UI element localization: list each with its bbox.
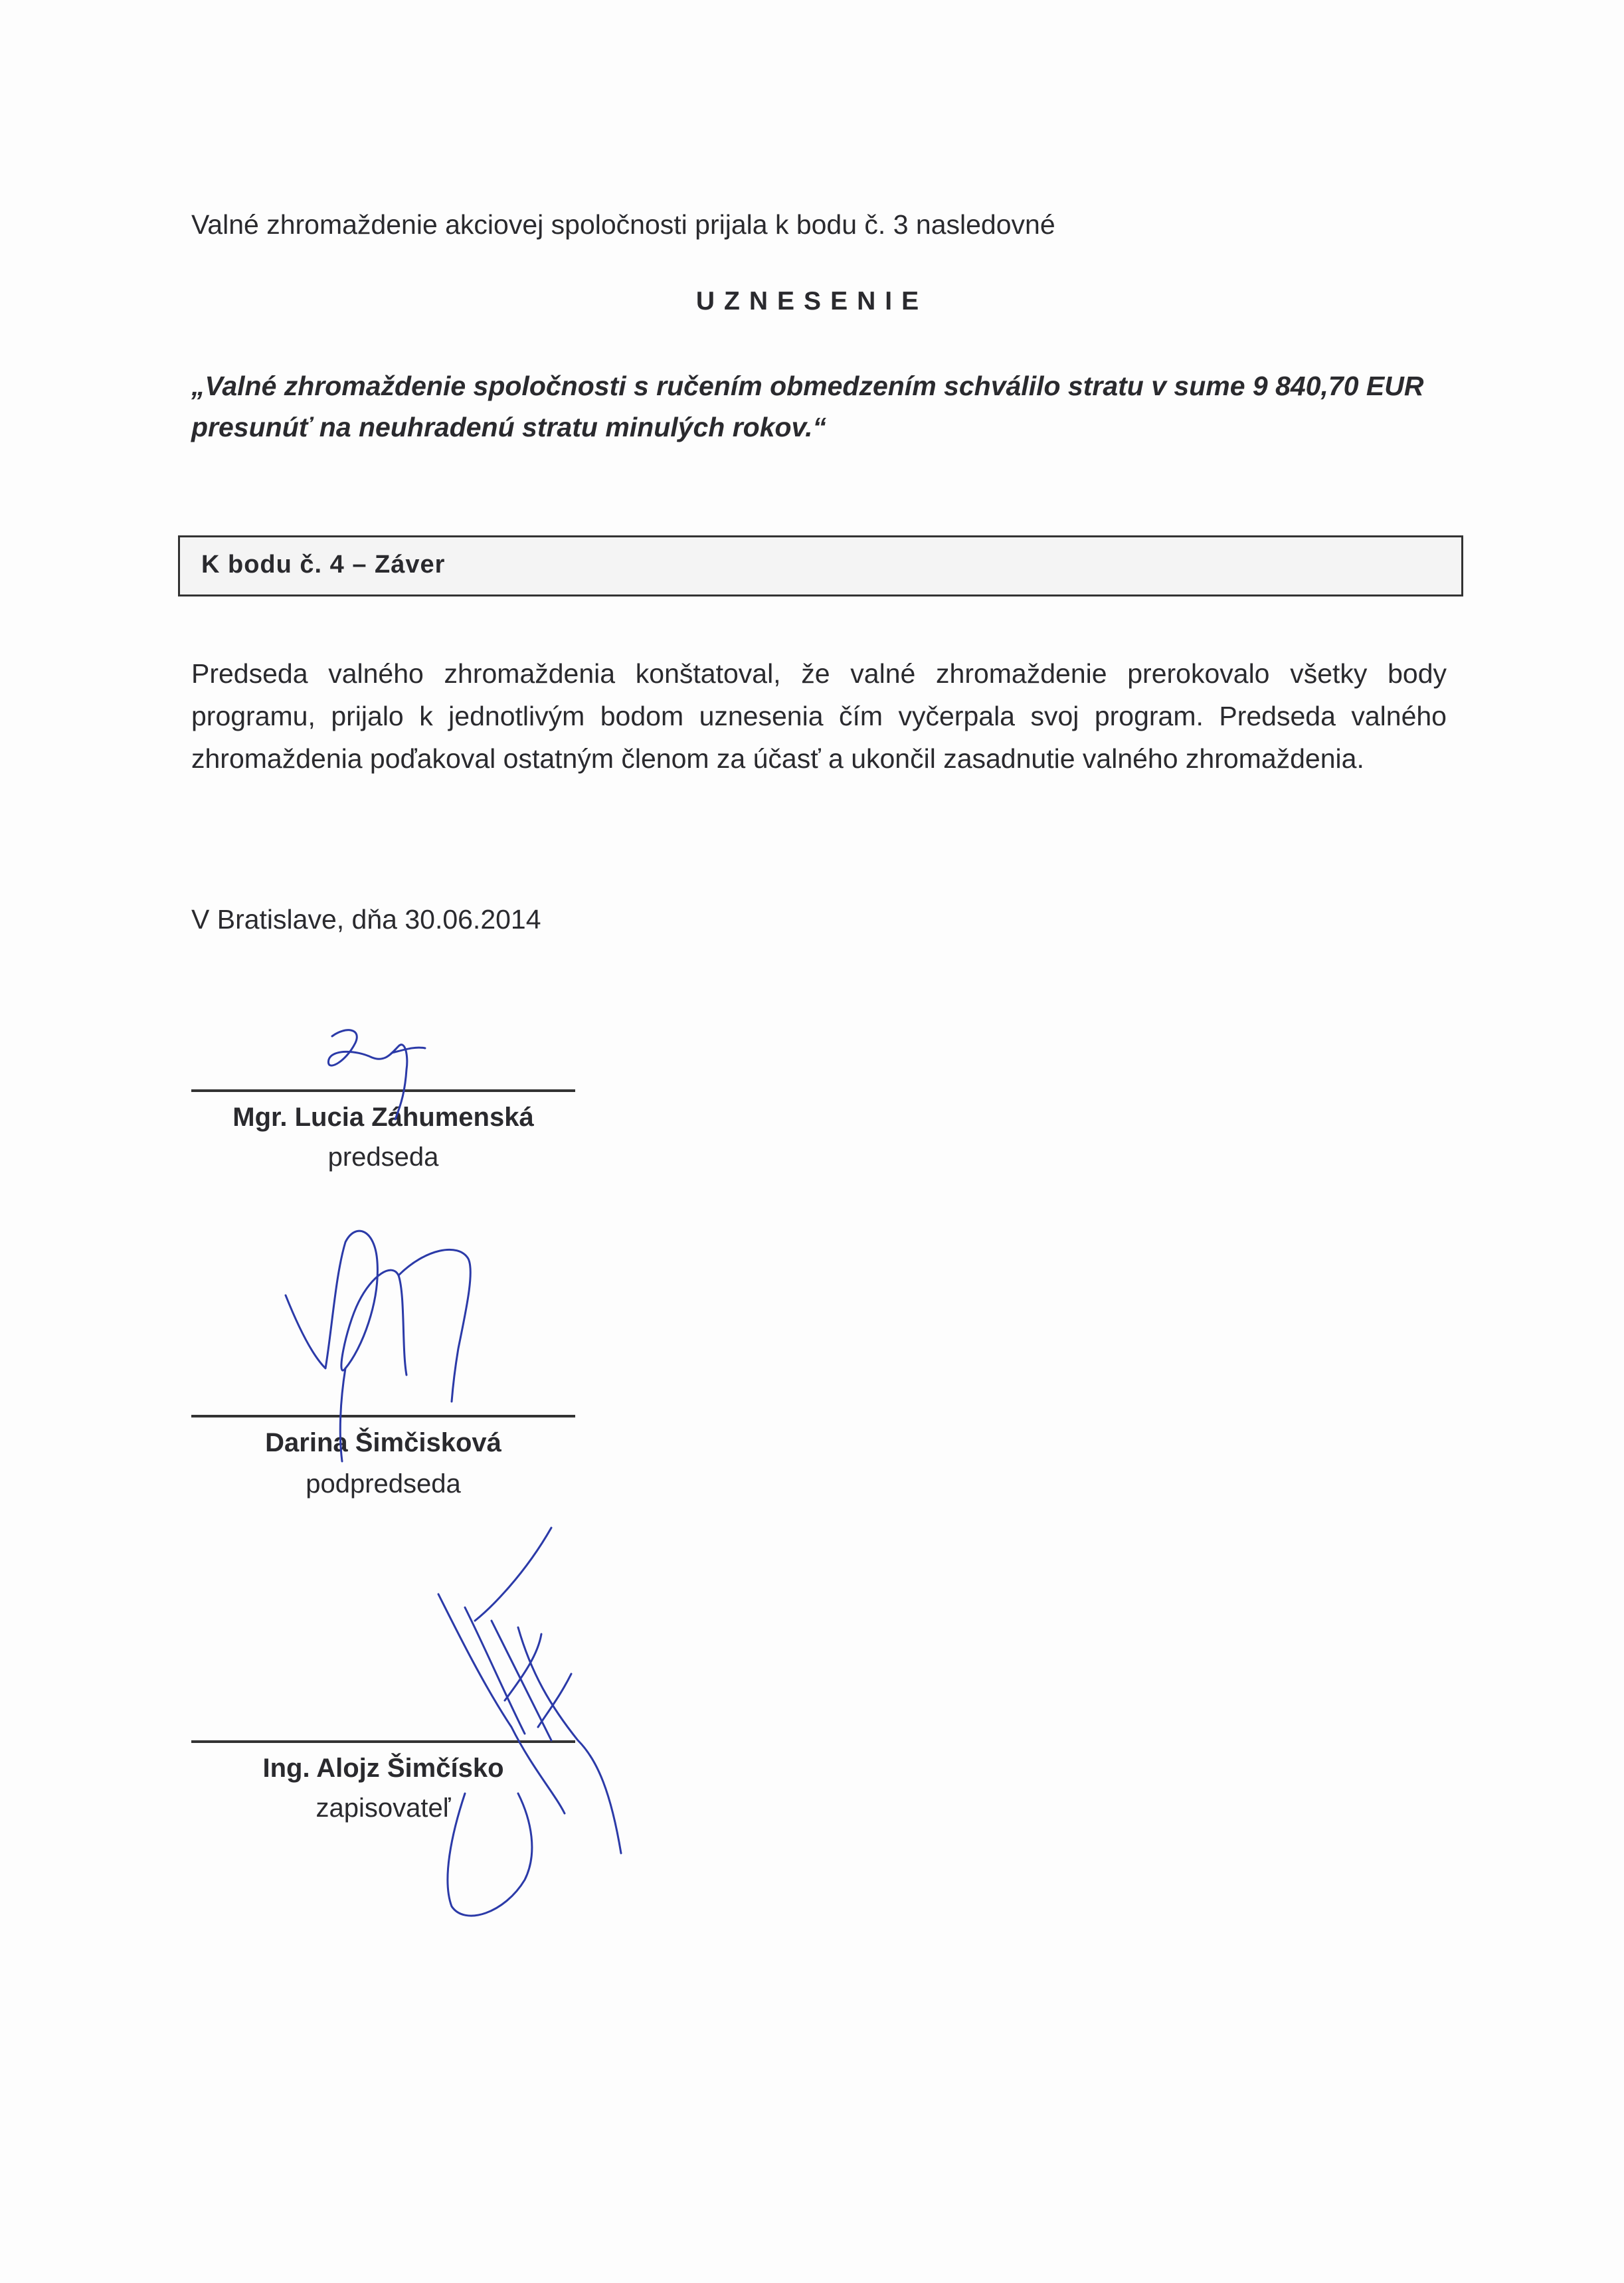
signature-vice-chair-loop <box>399 1249 470 1402</box>
intro-paragraph: Valné zhromaždenie akciovej spoločnosti prijala k bodu č. 3 nasledovné <box>191 209 1055 240</box>
section-heading-box <box>178 535 1463 596</box>
resolution-text: „Valné zhromaždenie spoločnosti s ručením obmedzením schválilo stratu v sume 9 840,70 EUR presunúť na neuhradenú stratu minulých rokov.“ <box>191 371 1424 442</box>
place-date: V Bratislave, dňa 30.06.2014 <box>191 904 541 935</box>
section-heading-label: K bodu č. 4 – Záver <box>201 551 446 579</box>
resolution-heading: UZNESENIE <box>695 287 929 316</box>
signatory-role-chair: predseda <box>327 1142 439 1172</box>
signatory-name-recorder: Ing. Alojz Šimčísko <box>262 1754 504 1783</box>
signatory-name-chair: Mgr. Lucia Záhumenská <box>232 1103 534 1132</box>
signature-recorder-cross <box>505 1634 571 1727</box>
signature-chair-stroke <box>392 1048 425 1053</box>
signature-line-vice-chair <box>191 1415 575 1417</box>
signatory-role-recorder: zapisovateľ <box>316 1793 451 1823</box>
signature-line-chair <box>191 1089 575 1092</box>
signature-vice-chair <box>286 1231 406 1375</box>
signatory-name-vice-chair: Darina Šimčisková <box>265 1428 501 1457</box>
conclusion-paragraph: Predseda valného zhromaždenia konštatoval, že valné zhromaždenie prerokovalo všetky body programu, prijalo k jednotlivým bodom uznesenia čím vyčerpala svoj program. Predseda valného zhromaždenia poďakoval ostatným členom za účasť a ukončil zasadnutie valného zhromaždenia. <box>191 658 1447 774</box>
signatory-role-vice-chair: podpredseda <box>306 1469 461 1499</box>
signature-line-recorder <box>191 1740 575 1743</box>
